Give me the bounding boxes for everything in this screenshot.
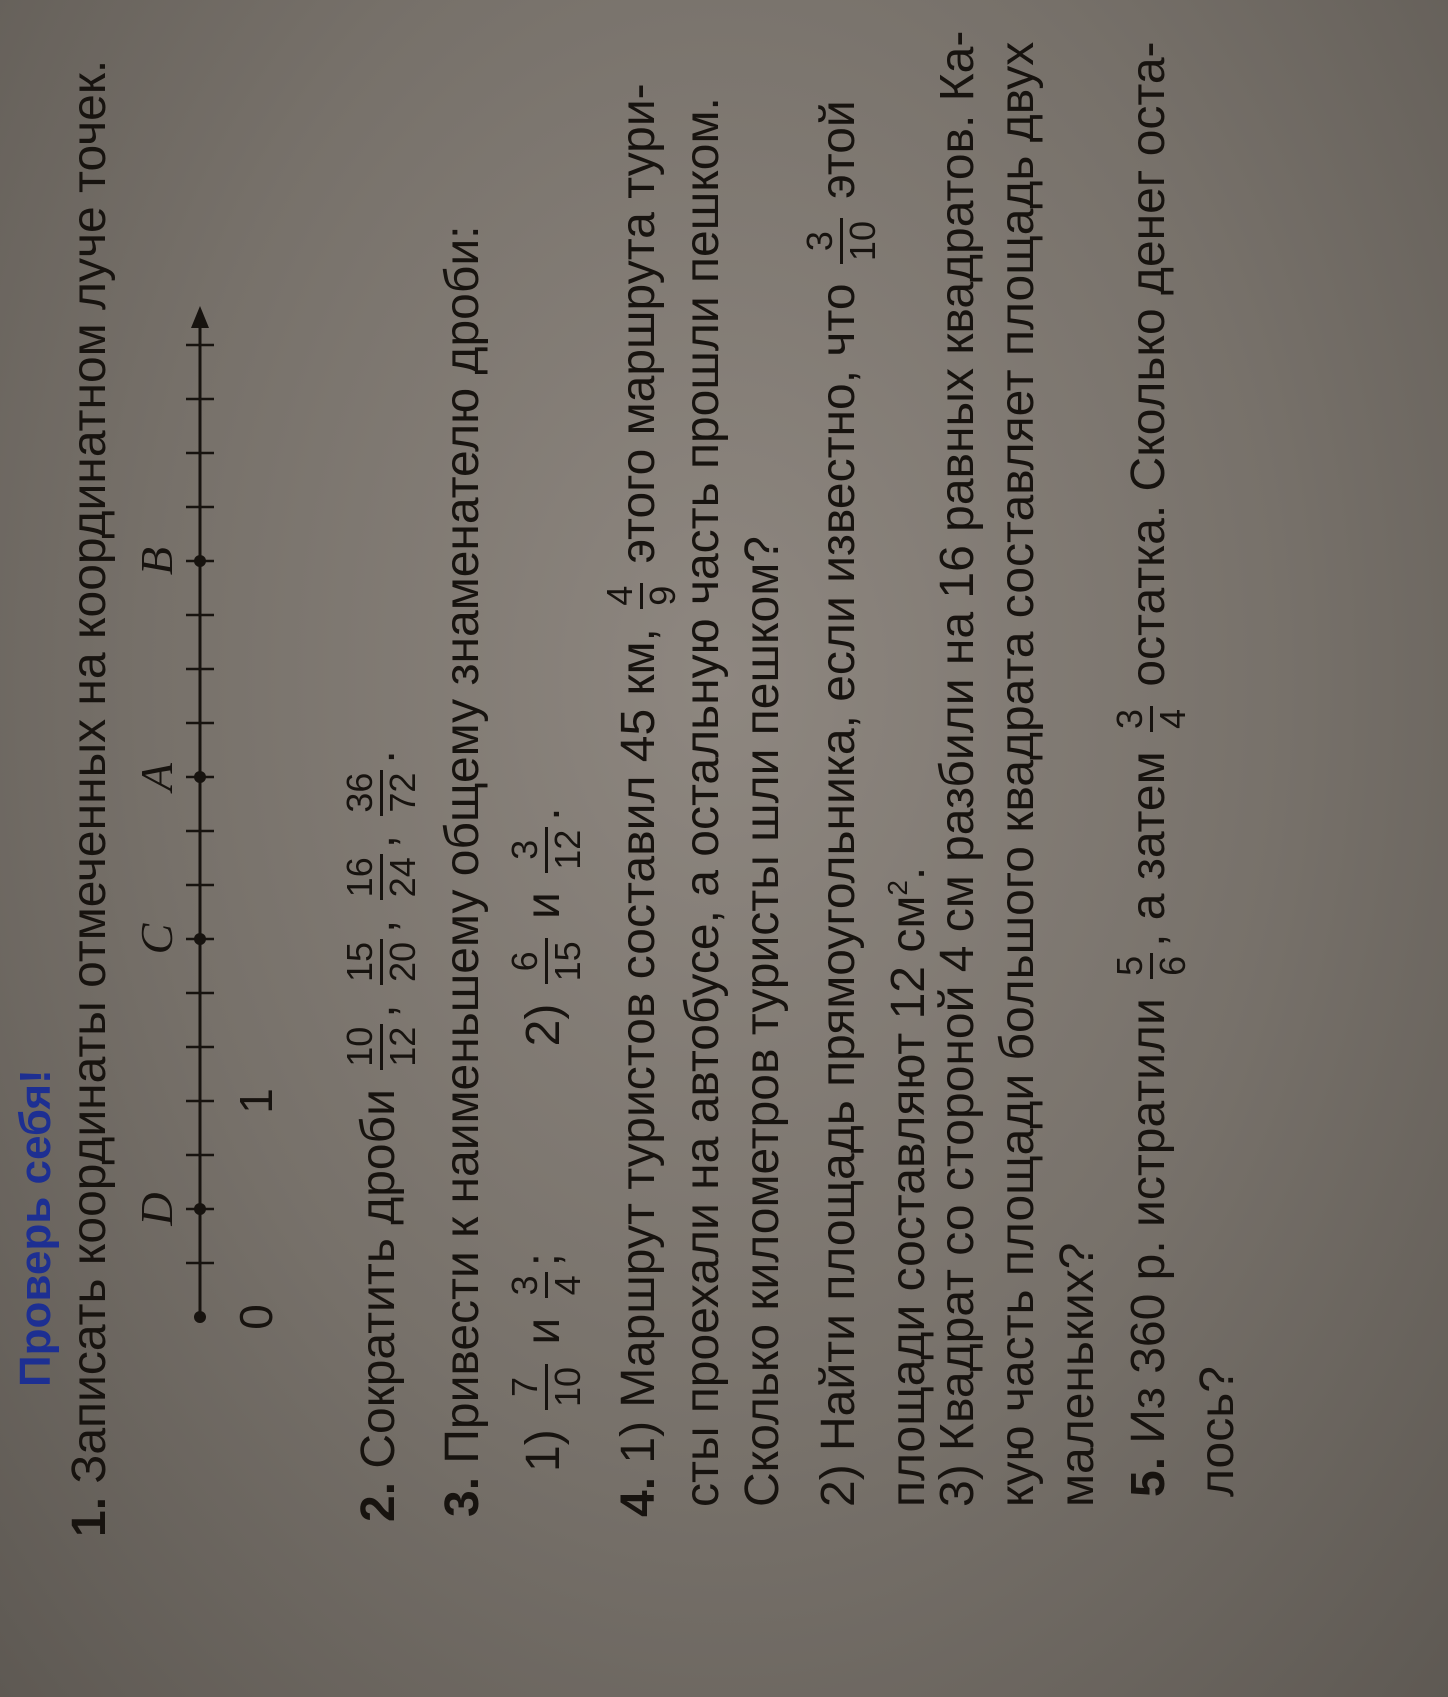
superscript: 2 <box>882 880 913 896</box>
task-5-line-2: лось? <box>1191 1366 1244 1497</box>
task-number: 2. <box>352 1481 406 1522</box>
task-4-line-6: 3) Квадрат со стороной 4 см разбили на 16 равных квадратов. Ка- <box>931 30 984 1507</box>
ray-origin <box>194 1311 206 1323</box>
task-text: Привести к наименьшему общему знаменателю дроби: <box>436 225 489 1464</box>
ray-point <box>194 555 206 567</box>
fraction: 10 12 <box>340 1024 423 1070</box>
task-5-line-1 <box>1110 41 1193 1497</box>
task-number: 5. <box>1122 1456 1176 1497</box>
task-3 <box>435 225 491 1517</box>
fraction: 3 10 <box>800 218 883 264</box>
task-text: . <box>882 866 935 881</box>
task-4-line-2: сты проехали на автобусе, а остальную часть прошли пешком. <box>676 97 729 1507</box>
fraction: 4 9 <box>600 583 683 609</box>
ray-arrowhead <box>191 306 209 328</box>
ray-point <box>194 933 206 945</box>
fraction: 3 4 <box>1110 706 1193 732</box>
task-text: Записать координаты отмеченных на координатном луче точек. <box>63 59 116 1484</box>
fraction: 7 10 <box>505 1364 588 1410</box>
task-4-line-5 <box>870 867 937 1507</box>
task-text: , а затем <box>1122 751 1176 947</box>
task-4-line-8: маленьких? <box>1051 1242 1104 1507</box>
ray-point-label: C <box>131 923 182 955</box>
task-number: 4. <box>612 1476 666 1517</box>
fraction: 36 72 <box>340 770 423 816</box>
task-text: 2) Найти площадь прямоугольника, если известно, что <box>812 283 866 1507</box>
conjunction: и <box>517 892 571 919</box>
section-heading: Проверь себя! <box>11 1069 60 1387</box>
task-2: 2. Сократить дроби 10 12 , 15 20 , 16 24 , 36 72 . <box>339 750 423 1522</box>
part-label: 2) <box>517 1003 571 1047</box>
task-text: этой <box>812 100 866 199</box>
task-text: площади составляют 12 см <box>882 895 935 1507</box>
fraction: 3 12 <box>505 827 588 873</box>
conjunction: и <box>517 1317 571 1345</box>
task-number: 3. <box>436 1476 489 1517</box>
task-text: 1) Маршрут туристов составил 45 км, <box>612 628 666 1464</box>
ray-point-label: B <box>131 546 182 576</box>
ray-point <box>194 1203 206 1215</box>
task-4-line-7: кую часть площади большого квадрата составляет площадь двух <box>991 41 1044 1507</box>
task-text: этого маршрута тури- <box>612 83 666 564</box>
ray-point-label: D <box>131 1192 182 1226</box>
fraction: 15 20 <box>340 939 423 985</box>
ray-tick-label: 0 <box>230 1304 282 1330</box>
fraction: 5 6 <box>1110 953 1193 979</box>
task-text: Сократить дроби <box>352 1089 406 1469</box>
ray-point <box>194 771 206 783</box>
task-3-parts: 1) 7 10 и 3 4 ; 2) 6 15 и 3 12 . <box>504 807 588 1472</box>
task-4-line-1 <box>600 83 683 1517</box>
fraction: 6 15 <box>505 938 588 984</box>
ray-tick-label: 1 <box>230 1088 282 1114</box>
part-label: 1) <box>517 1429 571 1472</box>
ray-point-label: A <box>131 762 182 792</box>
task-number: 1. <box>63 1496 116 1537</box>
coordinate-ray <box>0 0 300 1697</box>
fraction: 3 4 <box>505 1272 588 1298</box>
task-text: Из 360 р. истратили <box>1122 998 1176 1444</box>
task-text: остатка. Сколько денег оста- <box>1122 41 1176 687</box>
fraction: 16 24 <box>340 854 423 900</box>
task-4-line-3: Сколько километров туристы шли пешком? <box>736 536 789 1507</box>
